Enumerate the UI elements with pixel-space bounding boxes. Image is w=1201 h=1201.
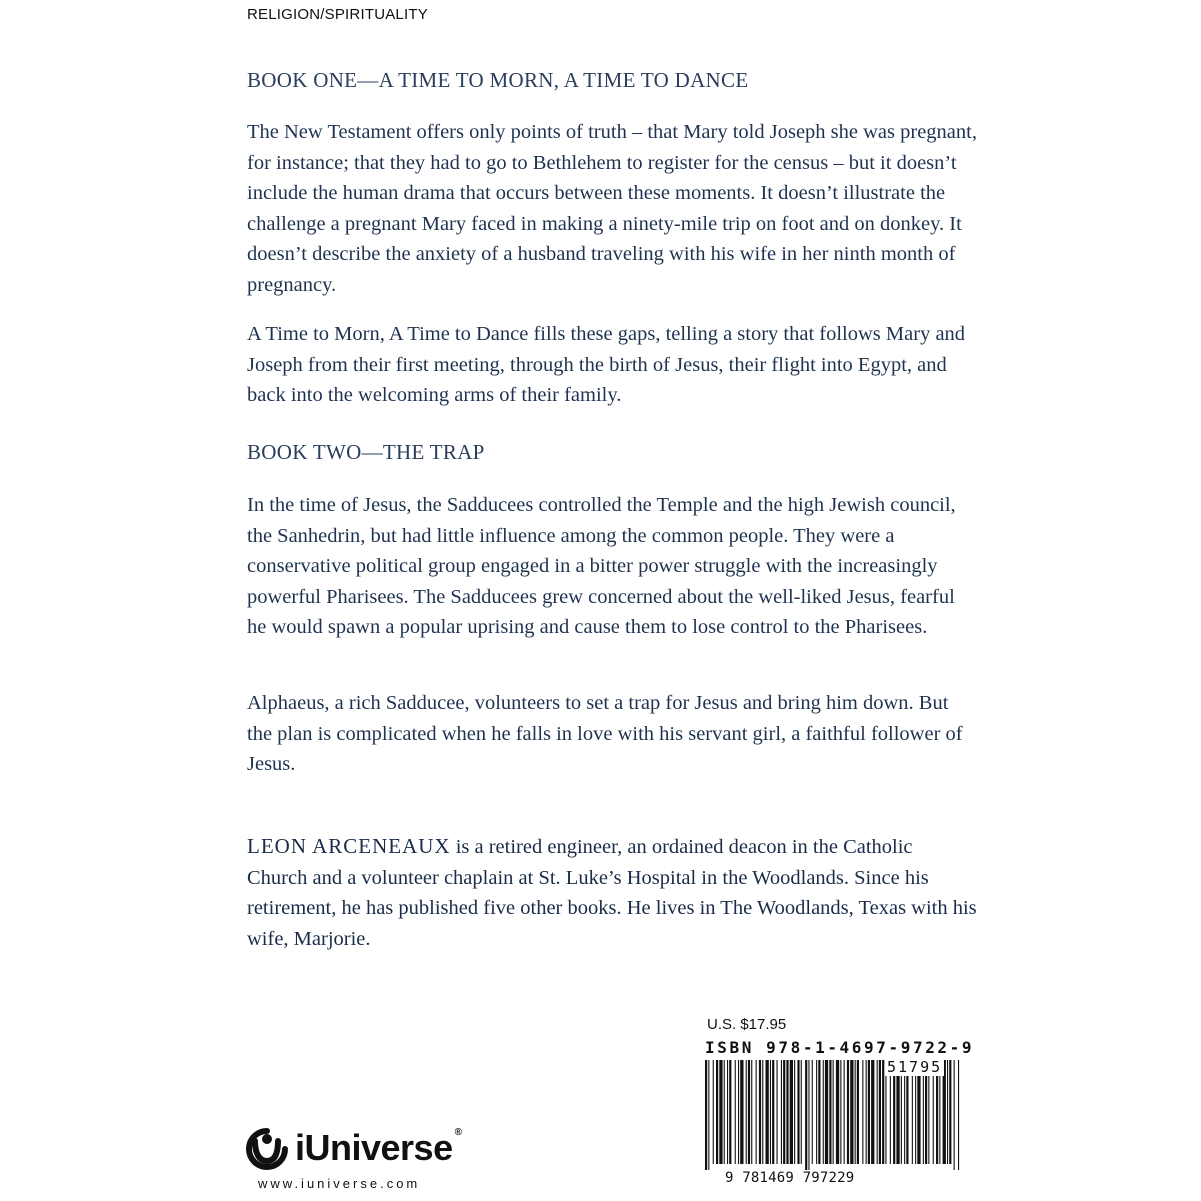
- barcode-bar: [862, 1060, 863, 1164]
- author-name: LEON ARCENEAUX: [247, 834, 451, 858]
- publisher-logo: [245, 1125, 461, 1171]
- barcode-bar: [847, 1060, 849, 1164]
- publisher-name: iUniverse ®: [295, 1127, 462, 1168]
- barcode-bar: [724, 1060, 725, 1164]
- barcode-bar: [949, 1060, 951, 1164]
- barcode-bar: [786, 1060, 788, 1164]
- barcode-bar: [850, 1060, 853, 1164]
- barcode-bar: [735, 1060, 736, 1164]
- barcode-bar: [708, 1060, 709, 1170]
- iuniverse-logo-icon: [245, 1125, 289, 1171]
- barcode-bar: [781, 1060, 782, 1164]
- barcode-bar: [738, 1060, 739, 1164]
- barcode-bar: [868, 1060, 870, 1164]
- barcode-bar: [825, 1060, 828, 1164]
- barcode-bar: [840, 1060, 841, 1164]
- barcode-bar: [833, 1060, 834, 1164]
- barcode-bar: [879, 1060, 881, 1164]
- barcode-bar: [855, 1060, 856, 1164]
- barcode-bar: [748, 1060, 750, 1164]
- barcode-bar: [762, 1060, 763, 1164]
- barcode-bar: [882, 1060, 884, 1164]
- barcode-bar: [818, 1060, 820, 1164]
- barcode-bar: [829, 1060, 831, 1164]
- barcode-bar: [947, 1060, 948, 1164]
- barcode-bar: [727, 1060, 728, 1164]
- category-label: RELIGION/SPIRITUALITY: [247, 6, 428, 23]
- barcode-number: 9 781469 797229: [725, 1170, 855, 1186]
- price-code: 51795: [887, 1058, 943, 1076]
- isbn-label: ISBN 978-1-4697-9722-9: [705, 1038, 975, 1057]
- author-bio: [247, 831, 977, 954]
- barcode-bar: [797, 1060, 799, 1164]
- barcode-bar: [844, 1060, 845, 1164]
- barcode-bar: [958, 1060, 959, 1170]
- barcode-bar: [866, 1060, 867, 1164]
- barcode-bar: [772, 1060, 774, 1164]
- barcode-bar: [783, 1060, 785, 1164]
- barcode-bar: [777, 1060, 778, 1164]
- barcode-bar: [954, 1060, 955, 1170]
- book-one-paragraph-2: A Time to Morn, A Time to Dance fills these gaps, telling a story that follows Mary and Joseph from their first meeting, through the birth of Jesus, their flight into Egypt, and back into the welcoming arms of their family.: [247, 323, 966, 406]
- barcode-bar: [871, 1060, 874, 1164]
- barcode-bar: [805, 1060, 807, 1170]
- barcode-bar: [812, 1060, 813, 1164]
- barcode-bar: [746, 1060, 747, 1164]
- barcode-bar: [790, 1060, 793, 1164]
- price-label: U.S. $17.95: [707, 1016, 787, 1033]
- barcode-bar: [729, 1060, 731, 1164]
- book-one-heading: BOOK ONE—A TIME TO MORN, A TIME TO DANCE: [247, 68, 749, 92]
- book-two-paragraph-2: Alphaeus, a rich Sadducee, volunteers to set a trap for Jesus and bring him down. But the plan is complicated when he falls in love with his servant girl, a faithful follower of Jesus.: [247, 692, 963, 775]
- publisher-url: www.iuniverse.com: [258, 1176, 421, 1191]
- barcode-bar: [740, 1060, 743, 1164]
- barcode-bar: [877, 1060, 878, 1164]
- barcode-bar: [801, 1060, 802, 1164]
- author-bio-text: is a retired engineer, an ordained deacon in the Catholic Church and a volunteer chaplain at St. Luke’s Hospital in the Woodlands. Since his retirement, he has published five other books. He lives in The Woodlands, Texas with his wife, Marjorie.: [247, 836, 977, 950]
- barcode-bar: [713, 1060, 714, 1164]
- book-one-paragraph-1: The New Testament offers only points of truth – that Mary told Joseph she was pregnant, for instance; that they had to go to Bethlehem to register for the census – but it doesn’t include the human drama that occurs between these moments. It doesn’t illustrate the challenge a pregnant Mary faced in making a ninety-mile trip on foot and on donkey. It doesn’t describe the anxiety of a husband traveling with his wife in her ninth month of pregnancy.: [247, 121, 977, 296]
- barcode-bar: [823, 1060, 824, 1164]
- barcode-bar: [766, 1060, 769, 1164]
- barcode-bar: [770, 1060, 771, 1164]
- barcode-bar: [719, 1060, 722, 1164]
- barcode: [705, 1060, 961, 1170]
- barcode-bar: [705, 1060, 707, 1170]
- barcode-bar: [808, 1060, 809, 1170]
- barcode-bar: [716, 1060, 718, 1164]
- book-two-paragraph-1: In the time of Jesus, the Sadducees controlled the Temple and the high Jewish council, the Sanhedrin, but had little influence among the common people. They were a conservative political group engaged in a bitter power struggle with the increasingly powerful Pharisees. The Sadducees grew concerned about the well-liked Jesus, fearful he would spawn a popular uprising and cause them to lose control to the Pharisees.: [247, 494, 956, 638]
- barcode-bar: [857, 1060, 859, 1164]
- barcode-bar: [759, 1060, 761, 1164]
- barcode-bar: [756, 1060, 757, 1164]
- barcode-bar: [794, 1060, 795, 1164]
- barcode-bar: [816, 1060, 817, 1164]
- barcode-bar: [751, 1060, 752, 1164]
- book-two-heading: BOOK TWO—THE TRAP: [247, 440, 485, 464]
- barcode-bar: [836, 1060, 839, 1164]
